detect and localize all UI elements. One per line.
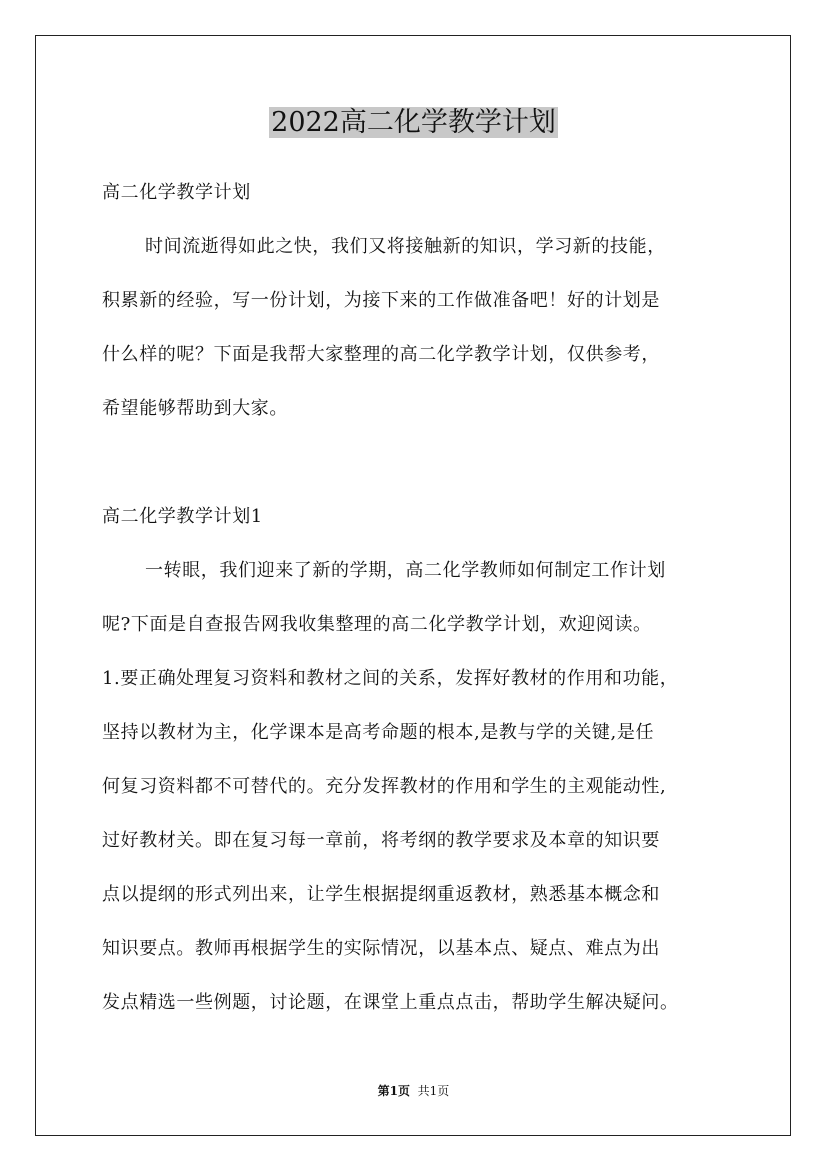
body-paragraph-line: 知识要点。教师再根据学生的实际情况，以基本点、疑点、难点为出: [102, 938, 660, 959]
intro-paragraph-line: 什么样的呢？下面是我帮大家整理的高二化学教学计划，仅供参考，: [102, 344, 660, 365]
body-paragraph-line: 1.要正确处理复习资料和教材之间的关系，发挥好教材的作用和功能，: [102, 668, 679, 689]
body-paragraph-line: 呢?下面是自查报告网我收集整理的高二化学教学计划，欢迎阅读。: [102, 614, 652, 635]
document-title: 2022高二化学教学计划: [271, 107, 556, 138]
intro-paragraph-line: 希望能够帮助到大家。: [102, 398, 288, 419]
body-paragraph-line: 何复习资料都不可替代的。充分发挥教材的作用和学生的主观能动性,: [102, 776, 667, 797]
body-paragraph-line: 点以提纲的形式列出来，让学生根据提纲重返教材，熟悉基本概念和: [102, 884, 660, 905]
body-paragraph-line: 发点精选一些例题，讨论题，在课堂上重点点击，帮助学生解决疑问。: [102, 992, 679, 1013]
body-paragraph-line: 一转眼，我们迎来了新的学期，高二化学教师如何制定工作计划: [145, 560, 666, 581]
page-number: 第1页: [377, 1084, 411, 1098]
intro-paragraph-line: 时间流逝得如此之快，我们又将接触新的知识，学习新的技能，: [145, 236, 666, 257]
page-footer: [0, 1083, 827, 1099]
document-title-container: [0, 103, 827, 143]
body-paragraph-line: 坚持以教材为主，化学课本是高考命题的根本,是教与学的关键,是任: [102, 722, 655, 743]
body-paragraph-line: 过好教材关。即在复习每一章前，将考纲的教学要求及本章的知识要: [102, 830, 660, 851]
page-total: 共1页: [417, 1084, 450, 1098]
intro-paragraph-line: 积累新的经验，写一份计划，为接下来的工作做准备吧！好的计划是: [102, 290, 660, 311]
section-heading-main: 高二化学教学计划: [102, 182, 251, 203]
section-heading-1: 高二化学教学计划1: [102, 506, 263, 527]
